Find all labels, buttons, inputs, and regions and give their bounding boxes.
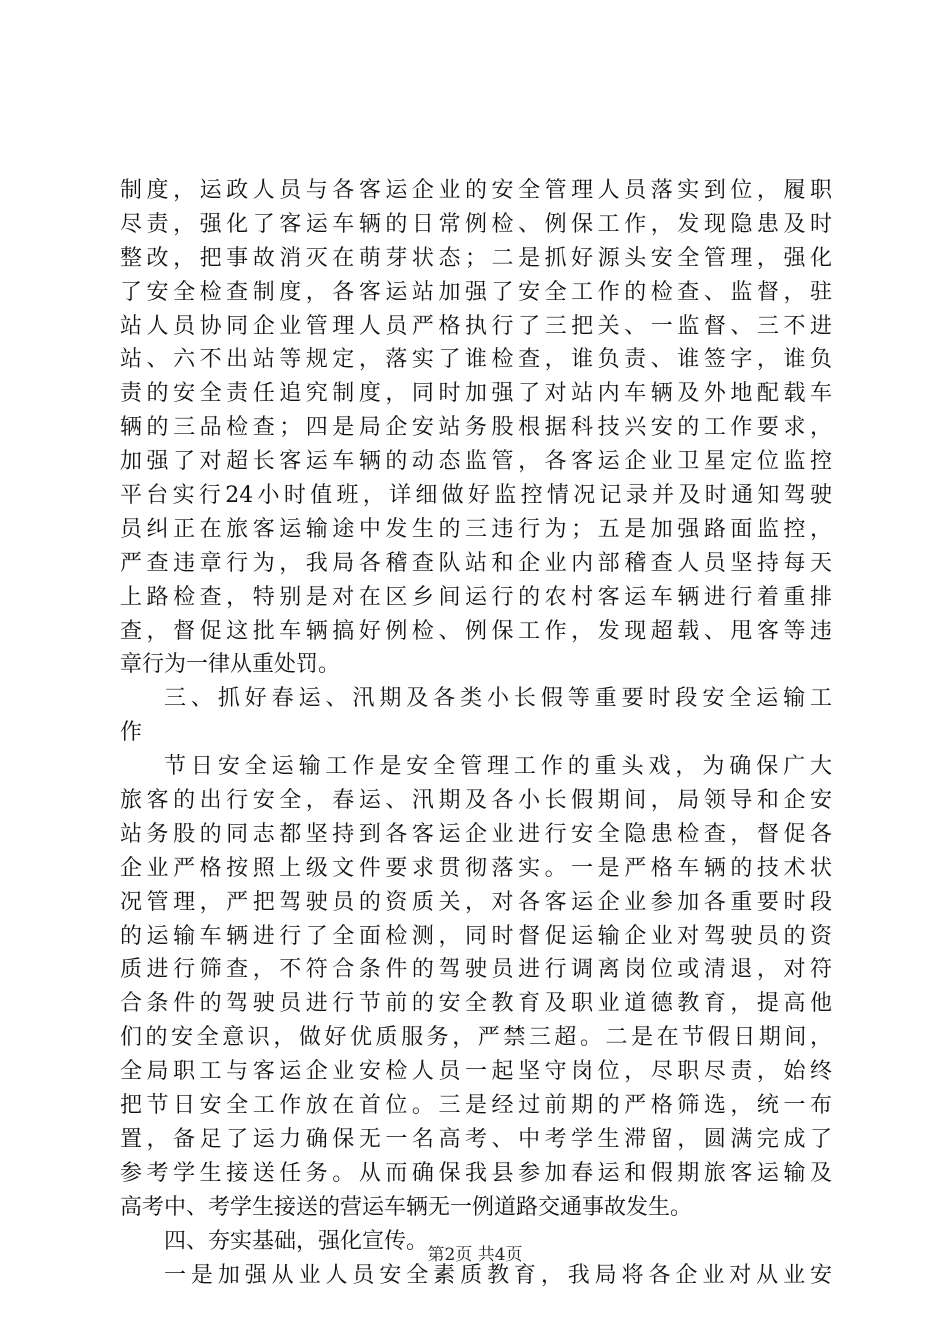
text-line: 高考中、考学生接送的营运车辆无一例道路交通事故发生。 (120, 1194, 693, 1220)
text-line: 制度，运政人员与各客运企业的安全管理人员落实到位，履职 (120, 178, 832, 203)
text-line: 严查违章行为，我局各稽查队站和企业内部稽查人员坚持每天 (120, 550, 832, 576)
text-line: 置，备足了运力确保无一名高考、中考学生滞留，圆满完成了 (120, 1126, 832, 1152)
text-line: 了安全检查制度，各客运站加强了安全工作的检查、监督，驻 (120, 279, 832, 305)
text-line: 况管理，严把驾驶员的资质关，对各客运企业参加各重要时段 (120, 889, 832, 915)
text-line: 参考学生接送任务。从而确保我县参加春运和假期旅客运输及 (120, 1160, 832, 1186)
text-line: 一是加强从业人员安全素质教育，我局将各企业对从业安 (164, 1262, 832, 1288)
page-footer: 第2页 共4页 (427, 1245, 523, 1265)
text-line: 平台实行24小时值班，详细做好监控情况记录并及时通知驾驶 (120, 483, 832, 509)
text-line: 章行为一律从重处罚。 (120, 652, 341, 678)
text-line: 们的安全意识，做好优质服务，严禁三超。二是在节假日期间， (120, 1025, 832, 1051)
text-line: 辆的三品检查；四是局企安站务股根据科技兴安的工作要求， (120, 415, 832, 441)
text-line: 旅客的出行安全，春运、汛期及各小长假期间，局领导和企安 (120, 788, 832, 814)
text-line: 查，督促这批车辆搞好例检、例保工作，发现超载、甩客等违 (120, 618, 832, 644)
text-line: 四、夯实基础，强化宣传。 (164, 1228, 429, 1254)
text-line: 尽责，强化了客运车辆的日常例检、例保工作，发现隐患及时 (120, 211, 832, 237)
text-line: 节日安全运输工作是安全管理工作的重头戏，为确保广大 (164, 754, 832, 780)
body-text (120, 174, 832, 1292)
text-line: 站人员协同企业管理人员严格执行了三把关、一监督、三不进 (120, 313, 832, 339)
text-line: 整改，把事故消灭在萌芽状态；二是抓好源头安全管理，强化 (120, 245, 832, 271)
text-line: 质进行筛查，不符合条件的驾驶员进行调离岗位或清退，对符 (120, 957, 832, 983)
text-line: 站、六不出站等规定，落实了谁检查，谁负责、谁签字，谁负 (120, 347, 832, 373)
text-line: 责的安全责任追究制度，同时加强了对站内车辆及外地配载车 (120, 381, 832, 407)
text-line: 合条件的驾驶员进行节前的安全教育及职业道德教育，提高他 (120, 991, 832, 1017)
text-line: 站务股的同志都坚持到各客运企业进行安全隐患检查，督促各 (120, 821, 832, 847)
text-line: 全局职工与客运企业安检人员一起坚守岗位，尽职尽责，始终 (120, 1059, 832, 1085)
text-line: 把节日安全工作放在首位。三是经过前期的严格筛选，统一布 (120, 1093, 832, 1119)
text-line: 加强了对超长客运车辆的动态监管，各客运企业卫星定位监控 (120, 449, 832, 475)
text-line: 作 (120, 720, 143, 746)
text-line: 上路检查，特别是对在区乡间运行的农村客运车辆进行着重排 (120, 584, 832, 610)
text-line: 企业严格按照上级文件要求贯彻落实。一是严格车辆的技术状 (120, 855, 832, 881)
text-line: 三、抓好春运、汛期及各类小长假等重要时段安全运输工 (164, 686, 832, 712)
text-line: 的运输车辆进行了全面检测，同时督促运输企业对驾驶员的资 (120, 923, 832, 949)
text-line: 员纠正在旅客运输途中发生的三违行为；五是加强路面监控， (120, 516, 832, 542)
